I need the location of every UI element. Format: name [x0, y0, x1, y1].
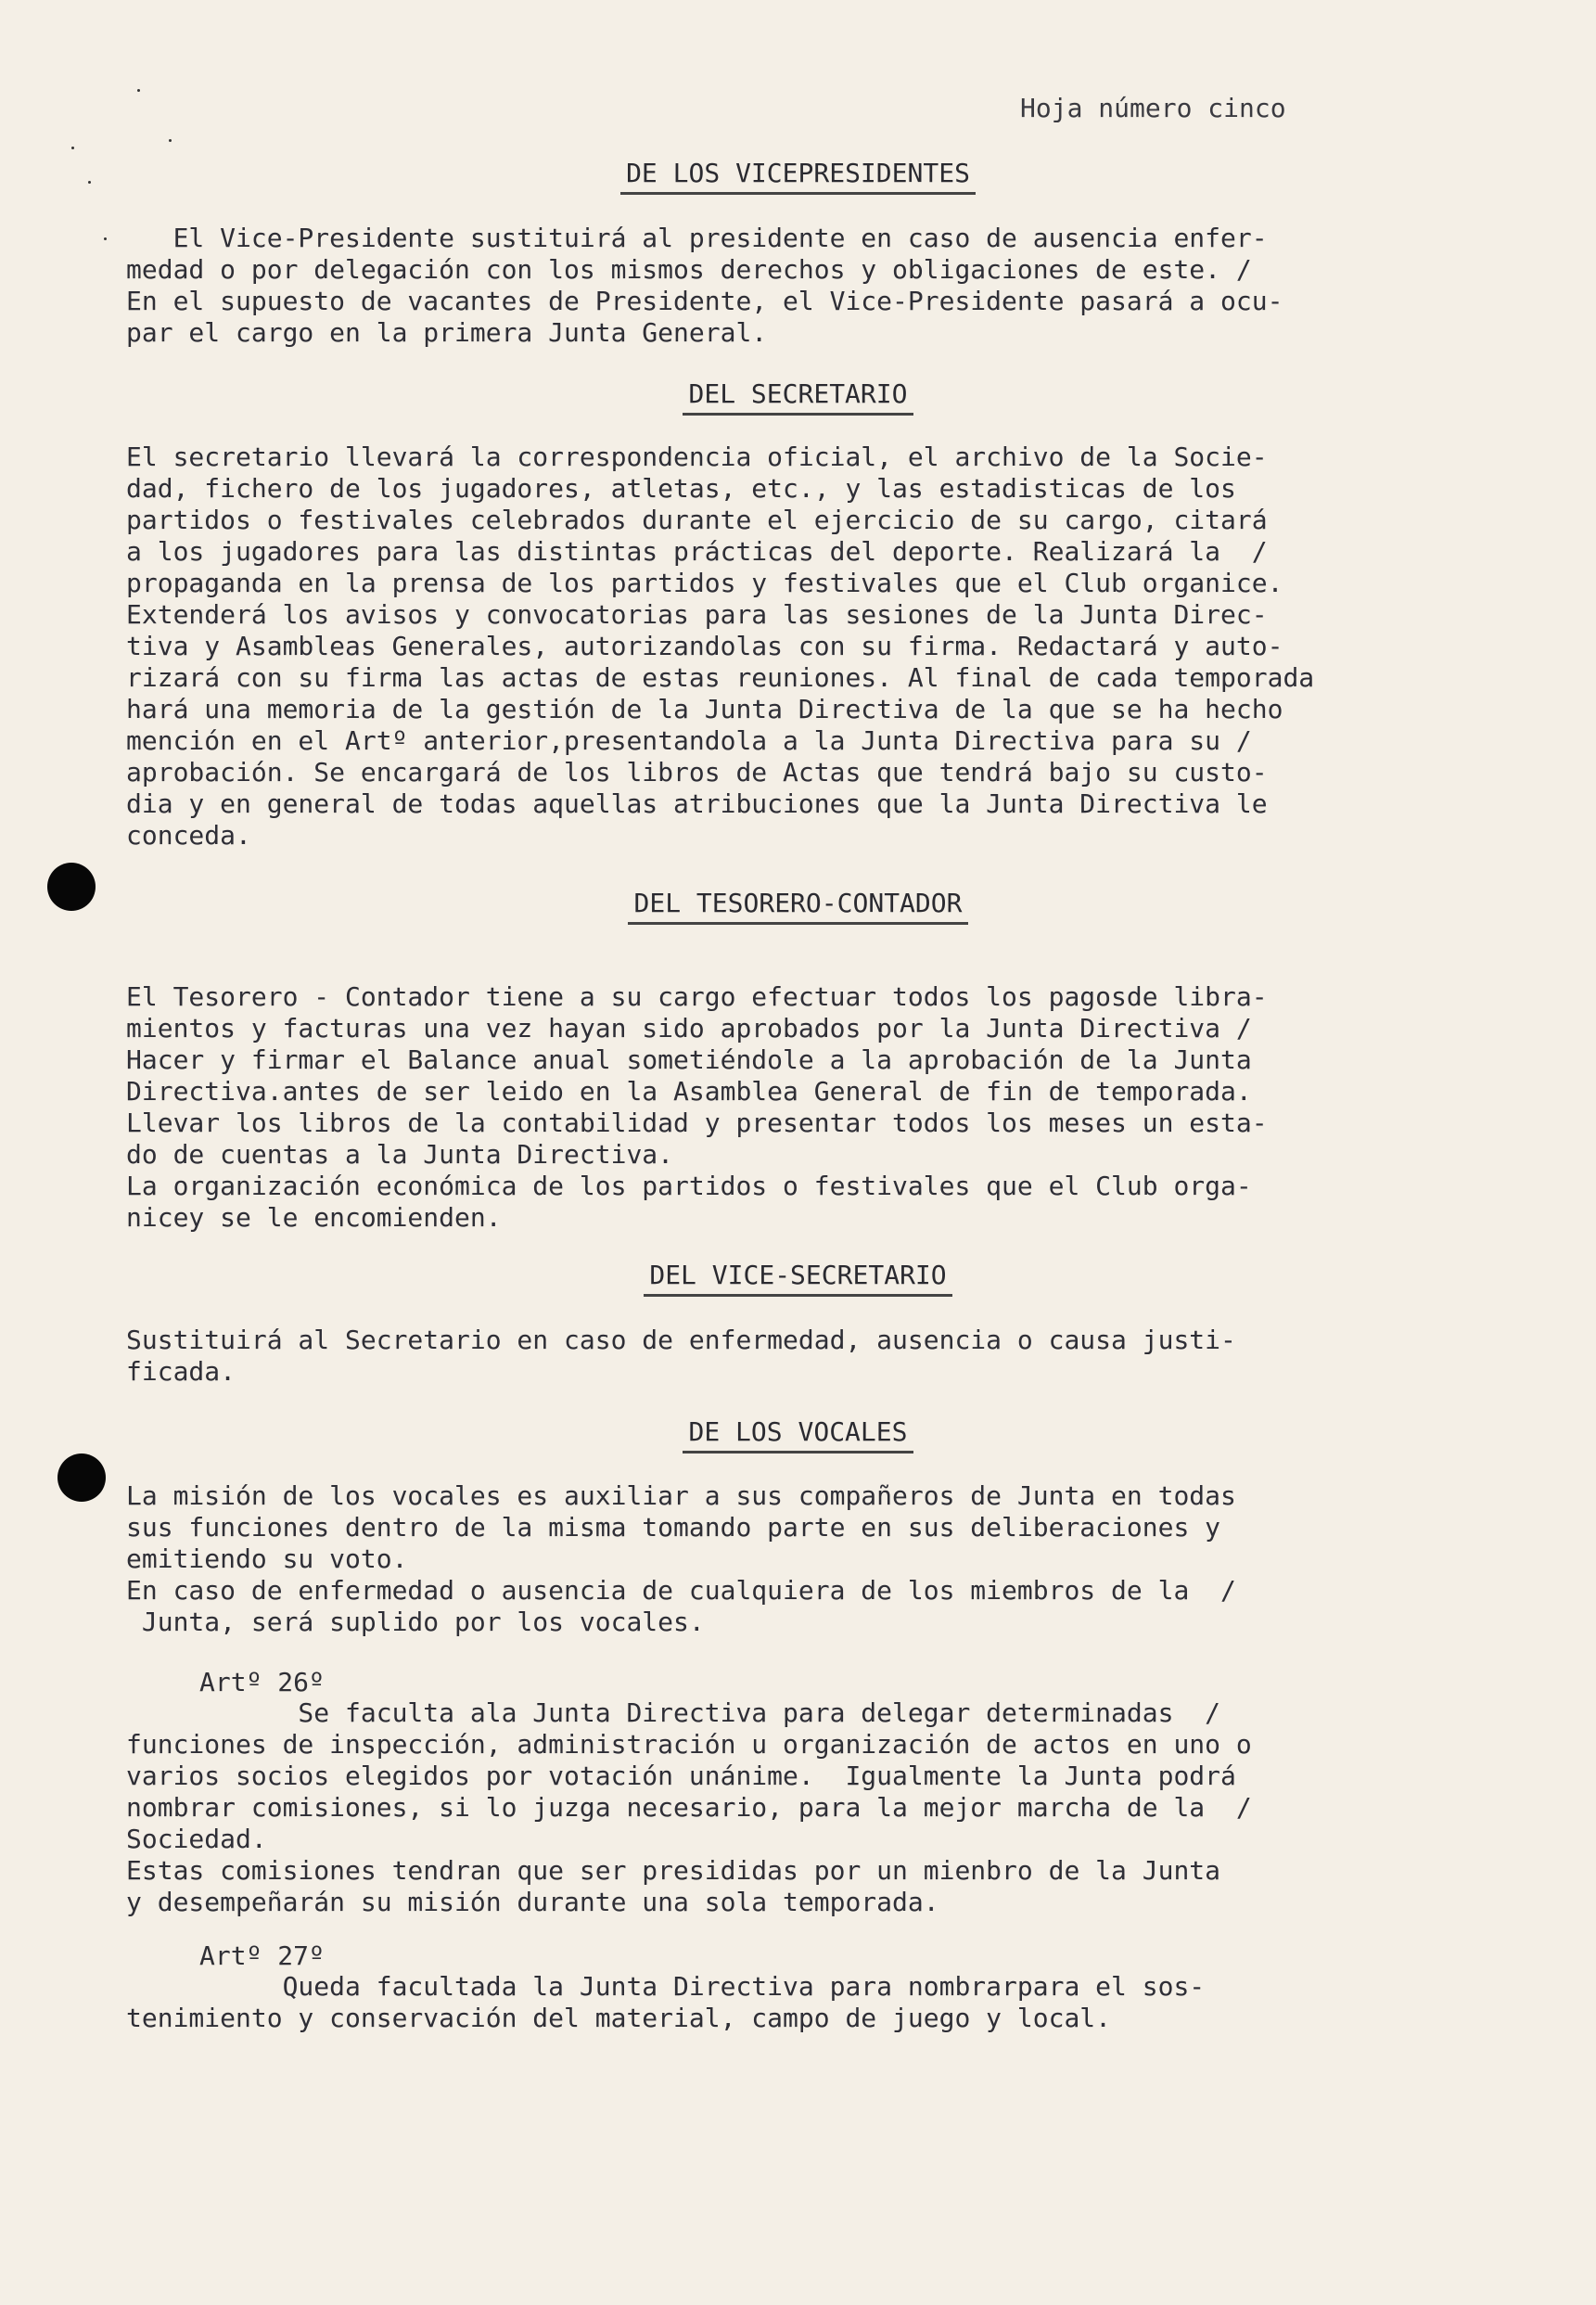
punch-hole-lower	[57, 1453, 106, 1502]
paragraph-vicepresidentes: El Vice-Presidente sustituirá al presidente en caso de ausencia enfer- medad o por delegación con los mismos derechos y obligaciones de este. / En el supuesto de vacantes de Presidente, el Vice-Presidente pasará a ocu- par el cargo en la primera Junta General.	[126, 223, 1283, 348]
ink-speck	[104, 237, 107, 240]
ink-speck	[137, 89, 140, 92]
paragraph-vicesecretario: Sustituirá al Secretario en caso de enfermedad, ausencia o causa justi- ficada.	[126, 1325, 1236, 1387]
heading-tesorero: DEL TESORERO-CONTADOR	[0, 888, 1596, 918]
paragraph-article-26: Se faculta ala Junta Directiva para delegar determinadas / funciones de inspección, administración u organización de actos en uno o varios socios elegidos por votación unánime. Igualmente la Junta podrá nombrar comisiones, si lo juzga necesario, para la mejor marcha de la / Sociedad. Estas comisiones tendran que ser presididas por un mienbro de la Junta y desempeñarán su misión durante una sola temporada.	[126, 1697, 1252, 1917]
article-27-label: Artº 27º	[199, 1940, 325, 1971]
ink-speck	[71, 147, 74, 149]
heading-vicesecretario: DEL VICE-SECRETARIO	[0, 1260, 1596, 1290]
paragraph-vocales: La misión de los vocales es auxiliar a sus compañeros de Junta en todas sus funciones dentro de la misma tomando parte en sus deliberaciones y emitiendo su voto. En caso de enfermedad o ausencia de cualquiera de los miembros de la / Junta, será suplido por los vocales.	[126, 1480, 1236, 1637]
paragraph-tesorero: El Tesorero - Contador tiene a su cargo efectuar todos los pagosde libra- mientos y facturas una vez hayan sido aprobados por la Junta Directiva / Hacer y firmar el Balance anual sometiéndole a la aprobación de la Junta Directiva.antes de ser leido en la Asamblea General de fin de temporada. Llevar los libros de la contabilidad y presentar todos los meses un esta- do de cuentas a la Junta Directiva. La organización económica de los partidos o festivales que el Club orga- nicey se le encomienden.	[126, 981, 1268, 1233]
page-number-note: Hoja número cinco	[1020, 93, 1286, 123]
heading-secretario: DEL SECRETARIO	[0, 378, 1596, 409]
paragraph-article-27: Queda facultada la Junta Directiva para nombrarpara el sos- tenimiento y conservación del material, campo de juego y local.	[126, 1971, 1206, 2033]
ink-speck	[169, 139, 172, 142]
heading-vicepresidentes: DE LOS VICEPRESIDENTES	[0, 158, 1596, 188]
heading-vocales: DE LOS VOCALES	[0, 1416, 1596, 1447]
article-26-label: Artº 26º	[199, 1667, 325, 1697]
paragraph-secretario: El secretario llevará la correspondencia oficial, el archivo de la Socie- dad, fichero de los jugadores, atletas, etc., y las estadisticas de los partidos o festivales celebrados durante el ejercicio de su cargo, citará a los jugadores para las distintas prácticas del deporte. Realizará la / propaganda en la prensa de los partidos y festivales que el Club organice. Extenderá los avisos y convocatorias para las sesiones de la Junta Direc- tiva y Asambleas Generales, autorizandolas con su firma. Redactará y auto- rizará con su firma las actas de estas reuniones. Al final de cada temporada hará una memoria de la gestión de la Junta Directiva de la que se ha hecho mención en el Artº anterior,presentandola a la Junta Directiva para su / aprobación. Se encargará de los libros de Actas que tendrá bajo su custo- dia y en general de todas aquellas atribuciones que la Junta Directiva le conceda.	[126, 442, 1315, 851]
